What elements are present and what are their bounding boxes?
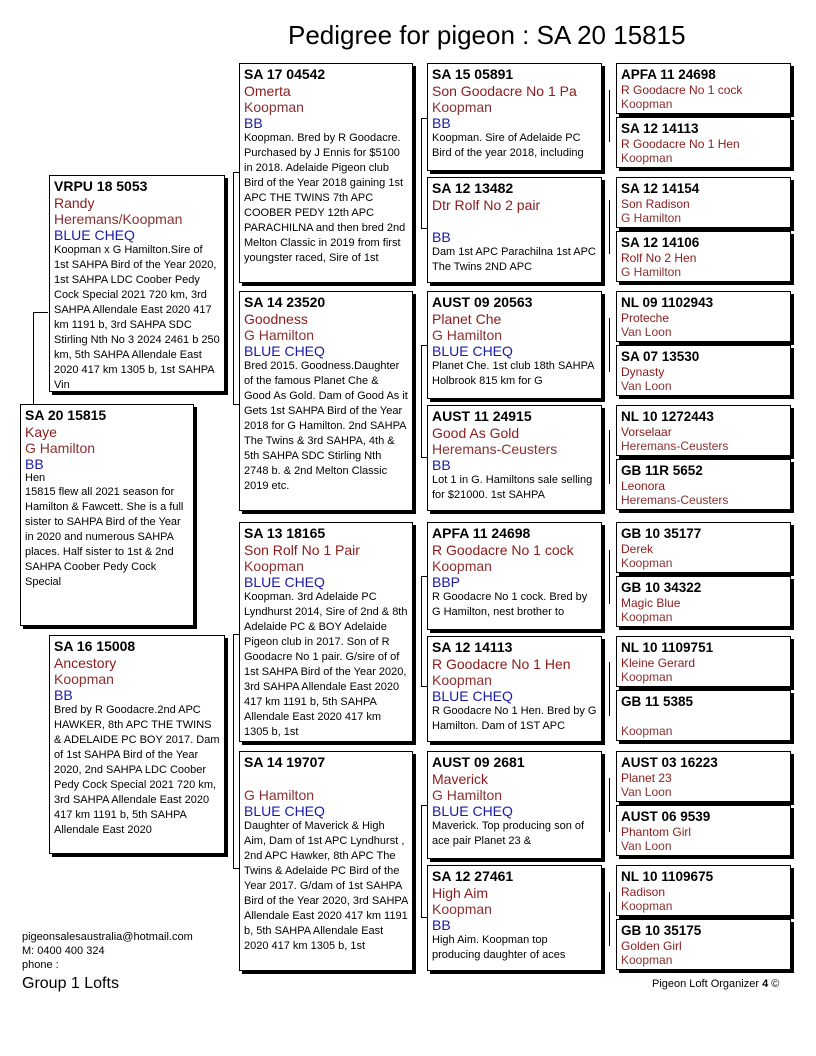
ring-number: SA 16 15008 (54, 638, 136, 654)
color: BLUE CHEQ (432, 688, 513, 704)
ring-number: SA 14 23520 (244, 294, 326, 310)
color: BLUE CHEQ (432, 343, 513, 359)
ancestor-gen5-card (616, 576, 791, 627)
strain: G Hamilton (432, 327, 503, 343)
ring-number: AUST 11 24915 (432, 408, 532, 424)
grandsire-maternal-card (239, 522, 413, 742)
ring-number: GB 10 35177 (621, 526, 702, 541)
ancestor-gen5-card (616, 63, 791, 114)
color: BBP (432, 574, 461, 590)
ancestor-gen4-card (427, 865, 602, 971)
color: BB (432, 229, 451, 245)
ring-number: GB 11 5385 (621, 694, 694, 709)
ring-number: GB 10 35175 (621, 923, 702, 938)
pigeon-name: Son Goodacre No 1 Pa (432, 83, 577, 99)
strain: Van Loon (621, 325, 672, 339)
ring-number: SA 12 14106 (621, 235, 700, 250)
pigeon-name: Leonora (621, 479, 666, 493)
color: BB (54, 687, 73, 703)
color: BB (432, 917, 451, 933)
ring-number: SA 12 14113 (432, 639, 513, 655)
pigeon-name: Dtr Rolf No 2 pair (432, 197, 541, 213)
ancestor-gen4-card (427, 751, 602, 859)
connector-line (421, 576, 422, 686)
connector-line (421, 805, 422, 917)
pigeon-name: Randy (54, 195, 95, 211)
ring-number: APFA 11 24698 (432, 525, 531, 541)
connector-line (609, 430, 610, 484)
software-credit (652, 978, 779, 990)
color: BB (25, 456, 44, 472)
notes: Daughter of Maverick & High Aim, Dam of 1st APC Lyndhurst , 2nd APC Hawker, 8th APC The Twins & Adelaide PC Bird of the Year 2017. G/dam of 1st SAHPA Bird of the Year 2020, 3rd SAHPA Allendale East 2020 417 km 1191 b, 5th SAHPA Allendale East 2020 417 km 1305 b, 1st (244, 820, 408, 952)
ancestor-gen5-card (616, 405, 791, 456)
color: BLUE CHEQ (244, 343, 325, 359)
pigeon-name: Son Rolf No 1 Pair (244, 542, 360, 558)
pigeon-name: High Aim (432, 885, 489, 901)
strain: Van Loon (621, 839, 672, 853)
pigeon-name: Ancestory (54, 655, 117, 671)
pigeon-name: Planet Che (432, 311, 502, 327)
connector-line (233, 172, 234, 404)
color: BLUE CHEQ (54, 227, 135, 243)
notes: Dam 1st APC Parachilna 1st APC The Twins 2ND APC (432, 246, 596, 273)
strain: Koopman (621, 97, 673, 111)
ring-number: AUST 09 20563 (432, 294, 533, 310)
ancestor-gen4-card (427, 405, 602, 511)
connector-line (233, 634, 234, 868)
ancestor-gen5-card (616, 805, 791, 856)
pigeon-name: Goodness (244, 311, 308, 327)
connector-line (421, 345, 422, 457)
notes: Bred 2015. Goodness.Daughter of the famous Planet Che & Good As Gold. Dam of Good As it Gets 1st SAHPA Bird of the Year 2018 for G Hamilton. 2nd SAHPA The Twins & 3rd SAHPA, 4th & 5th SAHPA SDC Stirling Nth 2748 b. & 2nd Melton Classic 2019 etc. (244, 360, 408, 492)
notes: Koopman. Bred by R Goodacre. Purchased by J Ennis for $5100 in 2018. Adelaide Pigeon club Bird of the Year 2018 gaining 1st APC THE TWINS 7th APC COOBER PEDY 12th APC PARACHILNA and then bred 2nd Melton Classic in 2019 from first youngster raced, Sire of 1st (244, 132, 406, 264)
ring-number: APFA 11 24698 (621, 67, 716, 82)
ring-number: AUST 06 9539 (621, 809, 711, 824)
loft-name: Group 1 Lofts (22, 975, 119, 992)
ring-number: GB 10 34322 (621, 580, 702, 595)
pigeon-name: Planet 23 (621, 771, 672, 785)
strain: G Hamilton (25, 440, 96, 456)
pigeon-name: Dynasty (621, 365, 665, 379)
strain: Koopman (621, 151, 673, 165)
strain: Koopman (621, 724, 673, 738)
connector-line (609, 892, 610, 946)
pigeon-name: R Goodacre No 1 Hen (432, 656, 571, 672)
connector-line (609, 200, 610, 254)
ring-number: NL 10 1109751 (621, 640, 714, 655)
strain: Koopman (621, 670, 673, 684)
contact-info (22, 930, 193, 972)
pigeon-name: Good As Gold (432, 425, 520, 441)
ring-number: AUST 09 2681 (432, 754, 525, 770)
ring-number: SA 12 14113 (621, 121, 699, 136)
color: BB (432, 115, 451, 131)
ancestor-gen4-card (427, 636, 602, 742)
strain: Koopman (244, 99, 304, 115)
connector-line (609, 662, 610, 716)
grandsire-paternal-card (239, 63, 413, 283)
connector-line (609, 550, 610, 604)
pigeon-name: Kaye (25, 424, 57, 440)
app-version: 4 (762, 978, 769, 990)
strain: Van Loon (621, 785, 672, 799)
connector-line (609, 90, 610, 142)
connector-line (609, 318, 610, 372)
copyright-symbol: © (771, 978, 780, 990)
color: BLUE CHEQ (244, 574, 325, 590)
ring-number: SA 14 19707 (244, 754, 326, 770)
ancestor-gen4-card (427, 177, 602, 283)
ancestor-gen4-card (427, 522, 602, 630)
pigeon-name (244, 771, 408, 787)
ancestor-gen4-card (427, 291, 602, 399)
strain: G Hamilton (432, 787, 503, 803)
ring-number: NL 10 1272443 (621, 409, 714, 424)
notes: Koopman. Sire of Adelaide PC Bird of the year 2018, including (432, 132, 584, 159)
notes: R Goodacre No 1 cock. Bred by G Hamilton, nest brother to (432, 591, 588, 618)
connector-line (421, 118, 422, 228)
color: BB (432, 457, 451, 473)
ring-number: NL 10 1109675 (621, 869, 714, 884)
ring-number: NL 09 1102943 (621, 295, 714, 310)
connector-line (609, 778, 610, 832)
pigeon-name: Rolf No 2 Hen (621, 251, 697, 265)
strain: Heremans/Koopman (54, 211, 183, 227)
contact-email[interactable]: pigeonsalesaustralia@hotmail.com (22, 931, 193, 943)
granddam-maternal-card (239, 751, 413, 971)
ancestor-gen5-card (616, 522, 791, 573)
pigeon-name: R Goodacre No 1 cock (432, 542, 574, 558)
strain: G Hamilton (621, 211, 682, 225)
ancestor-gen5-card (616, 865, 791, 916)
connector-line (33, 626, 48, 627)
ancestor-gen5-card (616, 919, 791, 970)
ring-number: GB 11R 5652 (621, 463, 703, 478)
strain: G Hamilton (621, 265, 682, 279)
pigeon-name: Kleine Gerard (621, 656, 696, 670)
color: BLUE CHEQ (432, 803, 513, 819)
ancestor-gen5-card (616, 291, 791, 342)
pigeon-name: R Goodacre No 1 Hen (621, 137, 740, 151)
ring-number: SA 17 04542 (244, 66, 326, 82)
strain: Koopman (621, 556, 673, 570)
strain: Koopman (54, 671, 114, 687)
color: BLUE CHEQ (244, 803, 325, 819)
strain: Koopman (621, 899, 673, 913)
pigeon-name: Proteche (621, 311, 670, 325)
pigeon-name: Golden Girl (621, 939, 682, 953)
ancestor-gen5-card (616, 231, 791, 282)
strain: G Hamilton (244, 787, 315, 803)
ancestor-gen5-card (616, 459, 791, 510)
pigeon-name: Vorselaar (621, 425, 672, 439)
granddam-paternal-card (239, 291, 413, 511)
notes: Koopman x G Hamilton.Sire of 1st SAHPA Bird of the Year 2020, 1st SAHPA LDC Coober Pedy Cock Special 2021 720 km, 3rd SAHPA Allendale East 2020 417 km 1191 b, 3rd SAHPA SDC Stirling Nth No 3 2024 2461 b 250 km, 5th SAHPA Allendale East 2020 417 km 1305 b, 1st SAHPA Vin (54, 244, 220, 391)
ring-number: VRPU 18 5053 (54, 178, 148, 194)
pigeon-name: Phantom Girl (621, 825, 692, 839)
pigeon-name (621, 710, 786, 724)
pigeon-name: Radison (621, 885, 666, 899)
pigeon-name: Derek (621, 542, 654, 556)
ring-number: AUST 03 16223 (621, 755, 718, 770)
ring-number: SA 15 05891 (432, 66, 514, 82)
strain: Koopman (432, 901, 492, 917)
pigeon-name: Omerta (244, 83, 291, 99)
ancestor-gen5-card (616, 177, 791, 228)
strain: G Hamilton (244, 327, 315, 343)
strain: Koopman (432, 99, 492, 115)
notes: High Aim. Koopman top producing daughter of aces (432, 934, 566, 961)
ring-number: SA 13 18165 (244, 525, 326, 541)
strain: Koopman (432, 558, 492, 574)
notes: Planet Che. 1st club 18th SAHPA Holbrook 815 km for G (432, 360, 594, 387)
ancestor-gen5-card (616, 690, 791, 741)
color: BB (244, 115, 263, 131)
ring-number: SA 12 27461 (432, 868, 514, 884)
strain: Koopman (432, 672, 492, 688)
sex: Hen (25, 472, 46, 484)
dam-card (49, 635, 225, 854)
strain: Heremans-Ceusters (621, 493, 729, 507)
strain: Koopman (621, 610, 673, 624)
ring-number: SA 12 14154 (621, 181, 700, 196)
pigeon-name: Maverick (432, 771, 489, 787)
app-name: Pigeon Loft Organizer (652, 978, 760, 990)
sire-card (49, 175, 225, 392)
notes: Bred by R Goodacre.2nd APC HAWKER, 8th APC THE TWINS & ADELAIDE PC BOY 2017. Dam of 1st SAHPA Bird of the Year 2020, 2nd SAHPA LDC Coober Pedy Cock Special 2021 720 km, 3rd SAHPA Allendale East 2020 417 km 1191 b, 5th SAHPA Allendale East 2020 (54, 704, 220, 836)
notes: Maverick. Top producing son of ace pair Planet 23 & (432, 820, 585, 847)
ring-number: SA 12 13482 (432, 180, 514, 196)
ring-number: SA 07 13530 (621, 349, 700, 364)
strain: Heremans-Ceusters (432, 441, 558, 457)
contact-phone: phone : (22, 959, 59, 971)
ancestor-gen5-card (616, 345, 791, 396)
ancestor-gen5-card (616, 751, 791, 802)
notes: R Goodacre No 1 Hen. Bred by G Hamilton. Dam of 1ST APC (432, 705, 597, 732)
pigeon-name: Magic Blue (621, 596, 681, 610)
contact-mobile: M: 0400 400 324 (22, 945, 105, 957)
strain: Koopman (621, 953, 673, 967)
notes: Koopman. 3rd Adelaide PC Lyndhurst 2014, Sire of 2nd & 8th Adelaide PC & BOY Adelaide Pigeon club in 2017. Son of R Goodacre No 1 pair. G/sire of of 1st SAHPA Bird of the Year 2020, 3rd SAHPA Allendale East 2020 417 km 1191 b, 5th SAHPA Allendale East 2020 417 km 1305 b, 1st (244, 591, 408, 738)
ring-number: SA 20 15815 (25, 407, 107, 423)
connector-line (33, 312, 48, 313)
strain: Van Loon (621, 379, 672, 393)
ancestor-gen5-card (616, 636, 791, 687)
page-title: Pedigree for pigeon : SA 20 15815 (288, 20, 686, 50)
notes: Lot 1 in G. Hamiltons sale selling for $21000. 1st SAHPA (432, 474, 593, 501)
ancestor-gen4-card (427, 63, 602, 171)
strain: Heremans-Ceusters (621, 439, 729, 453)
strain (432, 213, 597, 229)
pigeon-name: Son Radison (621, 197, 690, 211)
subject-pigeon-card (20, 404, 194, 626)
ancestor-gen5-card (616, 117, 791, 168)
notes: 15815 flew all 2021 season for Hamilton & Fawcett. She is a full sister to SAHPA Bird of the Year in 2020 and numerous SAHPA places. Half sister to 1st & 2nd SAHPA Coober Pedy Cock Special (25, 486, 184, 588)
pigeon-name: R Goodacre No 1 cock (621, 83, 743, 97)
strain: Koopman (244, 558, 304, 574)
